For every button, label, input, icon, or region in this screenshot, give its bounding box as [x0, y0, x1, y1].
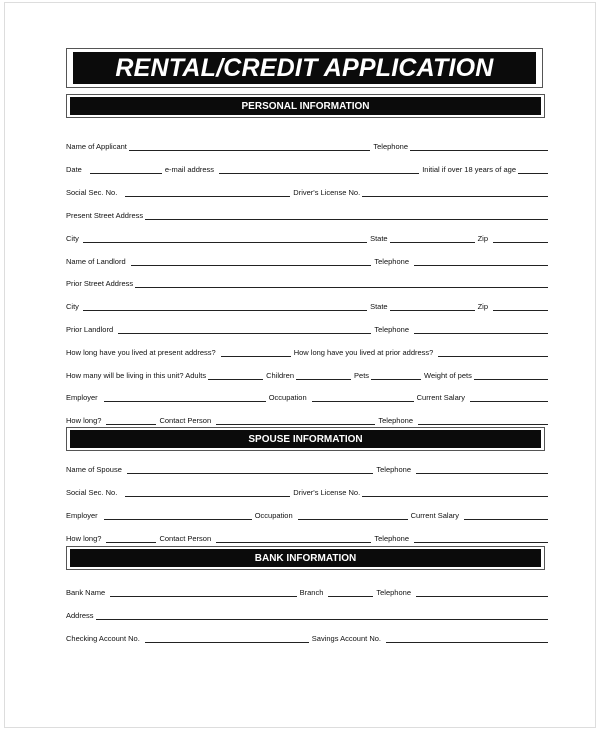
- label-how-long-present: How long have you lived at present address?: [66, 348, 216, 357]
- label-current-salary: Current Salary: [410, 511, 459, 520]
- label-name-of-applicant: Name of Applicant: [66, 142, 127, 151]
- row-bank-name: [66, 586, 548, 598]
- label-ssn: Social Sec. No.: [66, 488, 118, 497]
- label-how-long: How long?: [66, 416, 102, 425]
- field-date[interactable]: [90, 173, 162, 174]
- label-city: City: [66, 234, 79, 243]
- row-spouse-employer: [66, 509, 548, 521]
- field-employer[interactable]: [104, 401, 266, 402]
- field-spouse-current-salary[interactable]: [464, 519, 548, 520]
- field-landlord-telephone[interactable]: [414, 265, 548, 266]
- label-savings: Savings Account No.: [311, 634, 381, 643]
- label-name-of-spouse: Name of Spouse: [66, 465, 122, 474]
- label-telephone: Telephone: [374, 257, 409, 266]
- row-how-long-addresses: [66, 346, 548, 358]
- label-prior-landlord: Prior Landlord: [66, 325, 114, 334]
- row-spouse-name: [66, 463, 548, 475]
- label-employer: Employer: [66, 393, 98, 402]
- title-banner-fill: [73, 52, 536, 84]
- field-spouse-contact-person[interactable]: [216, 542, 371, 543]
- field-telephone[interactable]: [410, 150, 548, 151]
- label-branch: Branch: [299, 588, 324, 597]
- field-name-of-applicant[interactable]: [129, 150, 371, 151]
- label-bank-name: Bank Name: [66, 588, 106, 597]
- field-weight-of-pets[interactable]: [474, 379, 548, 380]
- row-city-state-zip: [66, 232, 548, 244]
- label-telephone: Telephone: [378, 416, 413, 425]
- label-drivers-license: Driver's License No.: [293, 488, 361, 497]
- field-how-long-present[interactable]: [221, 356, 291, 357]
- row-prior-landlord: [66, 323, 548, 335]
- section-header-fill: [70, 97, 541, 115]
- label-pets: Pets: [354, 371, 370, 380]
- row-accounts: [66, 632, 548, 644]
- field-drivers-license[interactable]: [362, 196, 548, 197]
- row-prior-street: [66, 277, 548, 289]
- field-prior-zip[interactable]: [493, 310, 548, 311]
- label-telephone: Telephone: [376, 588, 411, 597]
- field-ssn[interactable]: [125, 196, 290, 197]
- section-header-fill: [70, 430, 541, 448]
- field-spouse-telephone[interactable]: [416, 473, 548, 474]
- field-how-long-prior[interactable]: [438, 356, 548, 357]
- field-initial-over-18[interactable]: [518, 173, 548, 174]
- field-savings[interactable]: [386, 642, 548, 643]
- field-name-of-spouse[interactable]: [127, 473, 374, 474]
- field-spouse-how-long[interactable]: [106, 542, 156, 543]
- field-spouse-contact-telephone[interactable]: [414, 542, 548, 543]
- row-prior-city-state-zip: [66, 300, 548, 312]
- label-current-salary: Current Salary: [416, 393, 465, 402]
- title-banner: [66, 48, 543, 88]
- field-spouse-drivers-license[interactable]: [362, 496, 548, 497]
- field-bank-name[interactable]: [110, 596, 296, 597]
- label-state: State: [370, 234, 388, 243]
- label-weight-of-pets: Weight of pets: [424, 371, 472, 380]
- field-occupation[interactable]: [312, 401, 414, 402]
- row-spouse-how-long: [66, 532, 548, 544]
- page-title: RENTAL/CREDIT APPLICATION: [115, 53, 494, 82]
- section-header-spouse: [66, 427, 545, 451]
- field-prior-state[interactable]: [390, 310, 475, 311]
- label-checking: Checking Account No.: [66, 634, 140, 643]
- label-contact-person: Contact Person: [159, 534, 212, 543]
- row-ssn-license: [66, 186, 548, 198]
- label-telephone: Telephone: [374, 534, 409, 543]
- field-current-salary[interactable]: [470, 401, 548, 402]
- field-prior-landlord[interactable]: [118, 333, 371, 334]
- row-occupants: [66, 369, 548, 381]
- field-contact-person[interactable]: [216, 424, 375, 425]
- label-how-long: How long?: [66, 534, 102, 543]
- section-title-personal: PERSONAL INFORMATION: [241, 100, 370, 112]
- field-contact-telephone[interactable]: [418, 424, 548, 425]
- label-state: State: [370, 302, 388, 311]
- label-how-long-prior: How long have you lived at prior address?: [293, 348, 434, 357]
- field-zip[interactable]: [493, 242, 548, 243]
- label-address: Address: [66, 611, 94, 620]
- label-initial-over-18: Initial if over 18 years of age: [422, 165, 516, 174]
- field-adults[interactable]: [208, 379, 263, 380]
- label-date: Date: [66, 165, 82, 174]
- row-how-long-contact: [66, 414, 548, 426]
- field-prior-city[interactable]: [83, 310, 367, 311]
- row-bank-address: [66, 609, 548, 621]
- field-pets[interactable]: [371, 379, 421, 380]
- label-present-street: Present Street Address: [66, 211, 144, 220]
- field-children[interactable]: [296, 379, 351, 380]
- section-header-fill: [70, 549, 541, 567]
- label-zip: Zip: [477, 234, 488, 243]
- field-how-long[interactable]: [106, 424, 156, 425]
- row-employer: [66, 391, 548, 403]
- row-applicant: [66, 140, 548, 152]
- label-zip: Zip: [477, 302, 488, 311]
- field-spouse-occupation[interactable]: [298, 519, 408, 520]
- label-employer: Employer: [66, 511, 98, 520]
- section-header-personal: [66, 94, 545, 118]
- label-city: City: [66, 302, 79, 311]
- label-prior-street: Prior Street Address: [66, 279, 134, 288]
- field-name-of-landlord[interactable]: [131, 265, 372, 266]
- field-prior-landlord-telephone[interactable]: [414, 333, 548, 334]
- label-name-of-landlord: Name of Landlord: [66, 257, 126, 266]
- row-date-email: [66, 163, 548, 175]
- field-spouse-ssn[interactable]: [125, 496, 290, 497]
- section-header-bank: [66, 546, 545, 570]
- field-prior-street[interactable]: [135, 287, 548, 288]
- field-state[interactable]: [390, 242, 475, 243]
- row-spouse-ssn: [66, 486, 548, 498]
- field-checking[interactable]: [145, 642, 309, 643]
- row-present-street: [66, 209, 548, 221]
- label-ssn: Social Sec. No.: [66, 188, 118, 197]
- label-telephone: Telephone: [376, 465, 411, 474]
- section-title-spouse: SPOUSE INFORMATION: [248, 433, 363, 445]
- label-telephone: Telephone: [374, 325, 409, 334]
- label-drivers-license: Driver's License No.: [293, 188, 361, 197]
- field-email[interactable]: [219, 173, 419, 174]
- field-bank-address[interactable]: [96, 619, 548, 620]
- label-adults: How many will be living in this unit? Adults: [66, 371, 207, 380]
- label-children: Children: [266, 371, 295, 380]
- field-spouse-employer[interactable]: [104, 519, 252, 520]
- label-occupation: Occupation: [268, 393, 307, 402]
- label-email: e-mail address: [164, 165, 215, 174]
- field-present-street[interactable]: [145, 219, 548, 220]
- row-landlord: [66, 255, 548, 267]
- label-contact-person: Contact Person: [159, 416, 212, 425]
- field-branch[interactable]: [328, 596, 373, 597]
- section-title-bank: BANK INFORMATION: [254, 552, 357, 564]
- label-telephone: Telephone: [373, 142, 408, 151]
- field-bank-telephone[interactable]: [416, 596, 548, 597]
- field-city[interactable]: [83, 242, 367, 243]
- label-occupation: Occupation: [254, 511, 293, 520]
